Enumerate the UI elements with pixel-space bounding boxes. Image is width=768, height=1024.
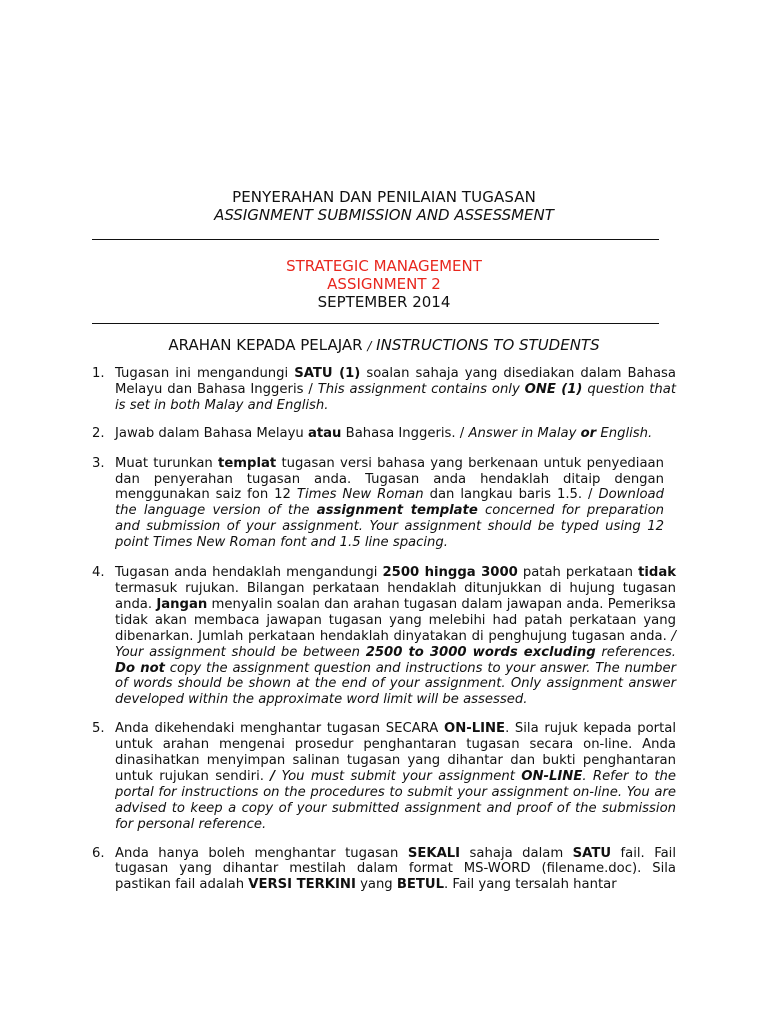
assignment-number: ASSIGNMENT 2 bbox=[327, 275, 441, 293]
item-text: Tugasan anda hendaklah mengandungi bbox=[115, 565, 383, 581]
instructions-list bbox=[92, 366, 676, 907]
item-text: soalan sahaja yang disediakan dalam Bahasa Melayu dan Bahasa Inggeris / bbox=[115, 366, 676, 397]
item-number: 6. bbox=[92, 845, 105, 861]
item-text: Bahasa Inggeris. / bbox=[341, 425, 469, 441]
item-italic-text: Download the language version of the bbox=[115, 487, 665, 519]
title-english: ASSIGNMENT SUBMISSION AND ASSESSMENT bbox=[214, 206, 554, 224]
item-text: . Fail yang tersalah hantar bbox=[444, 877, 617, 893]
heading-separator: / bbox=[367, 339, 372, 353]
item-bold-text: templat bbox=[218, 455, 277, 471]
item-number: 3. bbox=[92, 455, 105, 471]
item-text: Anda hanya boleh menghantar tugasan bbox=[115, 845, 408, 861]
item-text: Muat turunkan bbox=[115, 455, 219, 471]
list-item bbox=[92, 721, 676, 832]
item-text: . Sila rujuk kepada portal untuk arahan mengenai prosedur penghantaran tugasan secara on-line. Anda dinasihatkan menyimpan salinan tugasan yang dihantar dan bukti penghantaran untuk rujukan sendiri. bbox=[115, 721, 677, 784]
item-bold-italic-text: ONE (1) bbox=[524, 381, 583, 397]
list-item bbox=[92, 846, 676, 894]
item-number: 5. bbox=[92, 721, 105, 737]
item-bold-text: ON-LINE bbox=[443, 721, 506, 737]
item-text: tugasan versi bahasa yang berkenaan untuk penyediaan dan penyerahan tugasan anda. Tugasan anda hendaklah ditaip dengan menggunakan saiz fon 12 bbox=[115, 455, 664, 503]
item-bold-text: tidak bbox=[638, 565, 676, 581]
title-malay: PENYERAHAN DAN PENILAIAN TUGASAN bbox=[232, 188, 536, 206]
item-italic-text: English. bbox=[596, 425, 653, 441]
item-italic-text: copy the assignment question and instructions to your answer. The number of words should be shown at the end of your assignment. Only assignment answer developed within the approximate word limit will be assessed. bbox=[115, 660, 676, 708]
instructions-heading bbox=[0, 336, 768, 354]
item-bold-text: SATU bbox=[572, 845, 612, 861]
item-text: Jawab dalam Bahasa Melayu bbox=[115, 425, 308, 441]
item-text: yang bbox=[355, 877, 397, 893]
item-text: sahaja dalam bbox=[460, 845, 573, 861]
item-italic-text: references. bbox=[595, 644, 676, 660]
item-text: patah perkataan bbox=[517, 565, 639, 581]
course-name: STRATEGIC MANAGEMENT bbox=[286, 257, 482, 275]
item-text: menyalin soalan dan arahan tugasan dalam jawapan anda. Pemeriksa tidak akan membaca jawapan tugasan yang melebihi had patah perkataan yang dibenarkan. Jumlah perkataan hendaklah dinyatakan di penghujung tugasan anda. bbox=[115, 596, 676, 644]
item-italic-text: This assignment contains only bbox=[317, 381, 525, 397]
item-text: Tugasan ini mengandungi bbox=[115, 366, 295, 381]
item-bold-text: SEKALI bbox=[407, 845, 461, 861]
item-text: termasuk rujukan. Bilangan perkataan hendaklah ditunjukkan di hujung tugasan anda. bbox=[115, 580, 676, 612]
item-bold-text: 2500 hingga 3000 bbox=[382, 565, 518, 581]
item-bold-italic-text: / bbox=[270, 768, 276, 784]
item-text: Anda dikehendaki menghantar tugasan SECARA bbox=[115, 721, 444, 737]
item-bold-italic-text: or bbox=[580, 425, 597, 441]
item-bold-text: atau bbox=[307, 425, 342, 441]
item-italic-text: . Refer to the portal for instructions on the procedures to submit your assignment on-line. You are advised to keep a copy of your submitted assignment and proof of the submission for personal reference. bbox=[115, 768, 676, 832]
divider-top bbox=[92, 239, 659, 240]
list-item bbox=[92, 456, 664, 551]
instructions-heading-english: INSTRUCTIONS TO STUDENTS bbox=[376, 336, 600, 354]
item-bold-italic-text: Do not bbox=[115, 660, 165, 676]
item-bold-text: Jangan bbox=[156, 596, 208, 612]
item-number: 2. bbox=[92, 425, 105, 441]
item-italic-text: You must submit your assignment bbox=[275, 768, 522, 784]
course-block bbox=[0, 257, 768, 293]
list-item bbox=[92, 565, 676, 708]
list-item bbox=[92, 426, 676, 442]
item-bold-text: BETUL bbox=[396, 877, 445, 893]
item-bold-text: VERSI TERKINI bbox=[248, 877, 356, 893]
item-bold-text: SATU (1) bbox=[294, 366, 361, 381]
item-italic-text: Times New Roman bbox=[296, 487, 424, 503]
instructions-heading-malay: ARAHAN KEPADA PELAJAR bbox=[168, 336, 363, 354]
item-number: 4. bbox=[92, 565, 105, 581]
item-number: 1. bbox=[92, 366, 105, 381]
item-bold-italic-text: 2500 to 3000 words excluding bbox=[365, 644, 596, 660]
item-italic-text: concerned for preparation and submission of your assignment. Your assignment should be typed using 12 point Times New Roman font and 1.5 line spacing. bbox=[115, 503, 665, 551]
list-item bbox=[92, 366, 676, 414]
item-italic-text: / Your assignment should be between bbox=[115, 628, 676, 660]
divider-bottom bbox=[92, 323, 659, 324]
item-text: fail. Fail tugasan yang dihantar mestilah dalam format MS-WORD (filename.doc). Sila pastikan fail adalah bbox=[115, 845, 676, 893]
item-bold-italic-text: assignment template bbox=[316, 503, 478, 519]
session-label: SEPTEMBER 2014 bbox=[317, 293, 451, 311]
item-bold-italic-text: ON-LINE bbox=[521, 768, 583, 784]
item-italic-text: question that is set in both Malay and English. bbox=[115, 381, 676, 413]
item-italic-text: Answer in Malay bbox=[468, 425, 581, 441]
item-text: dan langkau baris 1.5. / bbox=[423, 487, 599, 503]
